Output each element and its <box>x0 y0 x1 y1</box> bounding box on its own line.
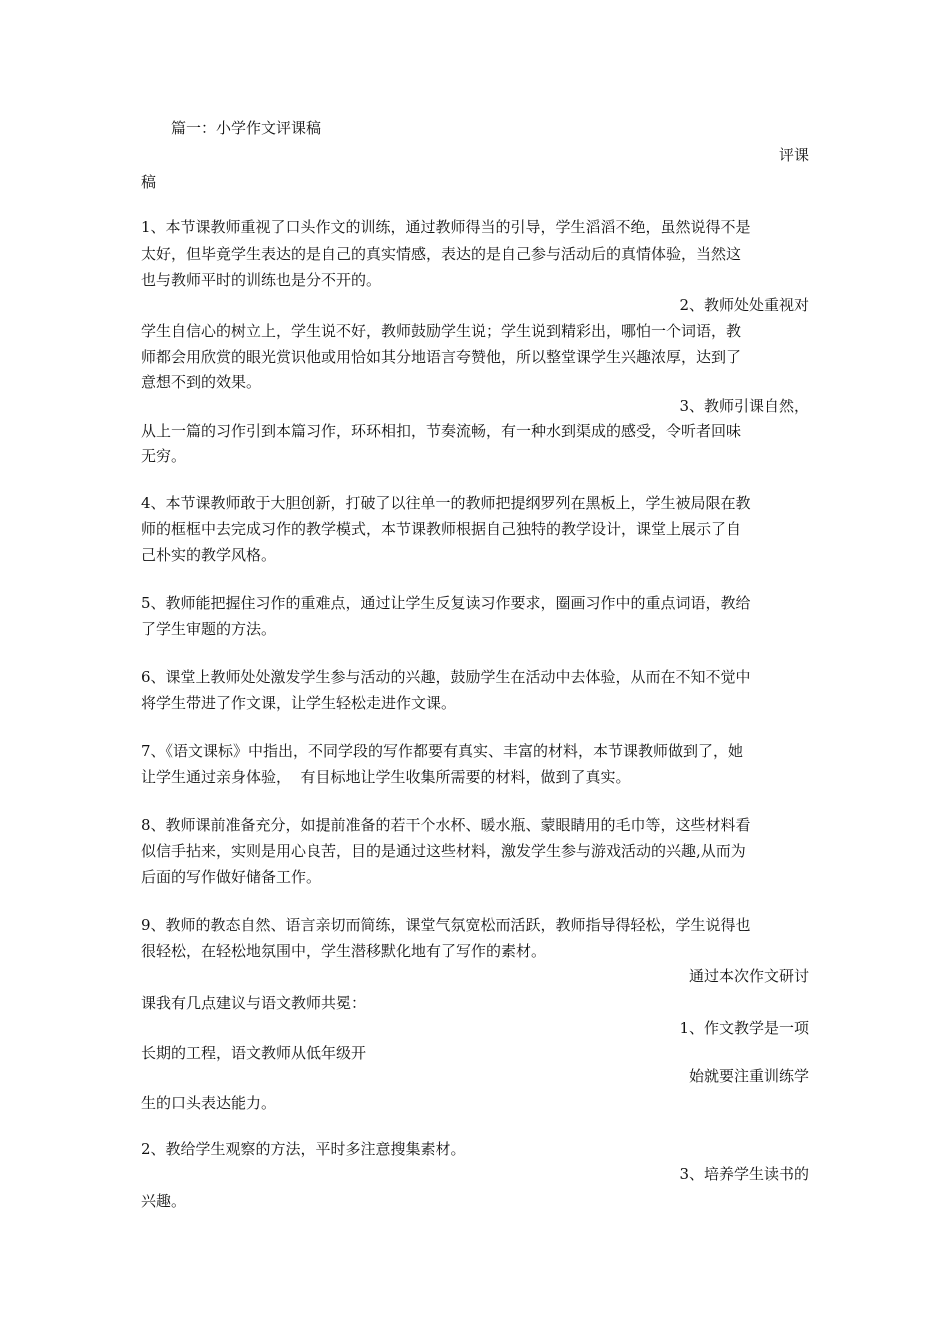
text-line: 始就要注重训练学 <box>688 1067 809 1085</box>
text-line: 太好，但毕竟学生表达的是自己的真实情感，表达的是自己参与活动后的真情体验，当然这 <box>141 245 742 263</box>
text-line: 5、教师能把握住习作的重难点，通过让学生反复读习作要求，圈画习作中的重点词语，教给 <box>141 594 751 612</box>
text-line: 通过本次作文研讨 <box>688 967 809 985</box>
text-line: 师的框框中去完成习作的教学模式，本节课教师根据自己独特的教学设计，课堂上展示了自 <box>141 520 742 538</box>
text-line: 9、教师的教态自然、语言亲切而简练，课堂气氛宽松而活跃，教师指导得轻松，学生说得也 <box>141 916 751 934</box>
text-line: 兴趣。 <box>141 1192 187 1210</box>
text-line: 评课 <box>778 146 809 164</box>
text-line: 很轻松，在轻松地氛围中，学生潜移默化地有了写作的素材。 <box>141 942 547 960</box>
text-line: 3、培养学生读书的 <box>679 1165 809 1183</box>
text-line: 后面的写作做好储备工作。 <box>141 868 322 886</box>
text-line: 似信手拈来，实则是用心良苦，目的是通过这些材料，激发学生参与游戏活动的兴趣,从而为 <box>141 842 746 860</box>
text-line: 4、本节课教师敢于大胆创新，打破了以往单一的教师把提纲罗列在黑板上，学生被局限在教 <box>141 494 751 512</box>
text-line: 意想不到的效果。 <box>141 373 262 391</box>
text-line: 让学生通过亲身体验， 有目标地让学生收集所需要的材料，做到了真实。 <box>141 768 631 786</box>
text-line: 从上一篇的习作引到本篇习作，环环相扣，节奏流畅，有一种水到渠成的感受，令听者回味 <box>141 422 742 440</box>
text-line: 7、《语文课标》中指出，不同学段的写作都要有真实、丰富的材料，本节课教师做到了，她 <box>141 742 744 760</box>
text-line: 2、教给学生观察的方法，平时多注意搜集素材。 <box>141 1140 466 1158</box>
text-line: 将学生带进了作文课，让学生轻松走进作文课。 <box>141 694 457 712</box>
text-line: 3、教师引课自然， <box>679 397 809 415</box>
text-line: 师都会用欣赏的眼光赏识他或用恰如其分地语言夸赞他，所以整堂课学生兴趣浓厚，达到了 <box>141 348 742 366</box>
text-line: 也与教师平时的训练也是分不开的。 <box>141 271 382 289</box>
text-line: 稿 <box>141 173 157 191</box>
text-line: 了学生审题的方法。 <box>141 620 277 638</box>
text-line: 1、本节课教师重视了口头作文的训练，通过教师得当的引导，学生滔滔不绝，虽然说得不是 <box>141 218 751 236</box>
text-line: 8、教师课前准备充分，如提前准备的若干个水杯、暖水瓶、蒙眼睛用的毛巾等，这些材料看 <box>141 816 751 834</box>
text-line: 1、作文教学是一项 <box>679 1019 809 1037</box>
text-line: 6、课堂上教师处处激发学生参与活动的兴趣，鼓励学生在活动中去体验，从而在不知不觉中 <box>141 668 751 686</box>
text-line: 课我有几点建议与语文教师共冕： <box>141 994 367 1012</box>
text-line: 无穷。 <box>141 447 187 465</box>
text-line: 己朴实的教学风格。 <box>141 546 277 564</box>
text-line: 长期的工程，语文教师从低年级开 <box>141 1044 367 1062</box>
text-line: 2、教师处处重视对 <box>679 296 809 314</box>
doc-title: 篇一：小学作文评课稿 <box>171 119 322 137</box>
text-line: 学生自信心的树立上，学生说不好，教师鼓励学生说；学生说到精彩出，哪怕一个词语，教 <box>141 322 742 340</box>
text-line: 生的口头表达能力。 <box>141 1094 277 1112</box>
